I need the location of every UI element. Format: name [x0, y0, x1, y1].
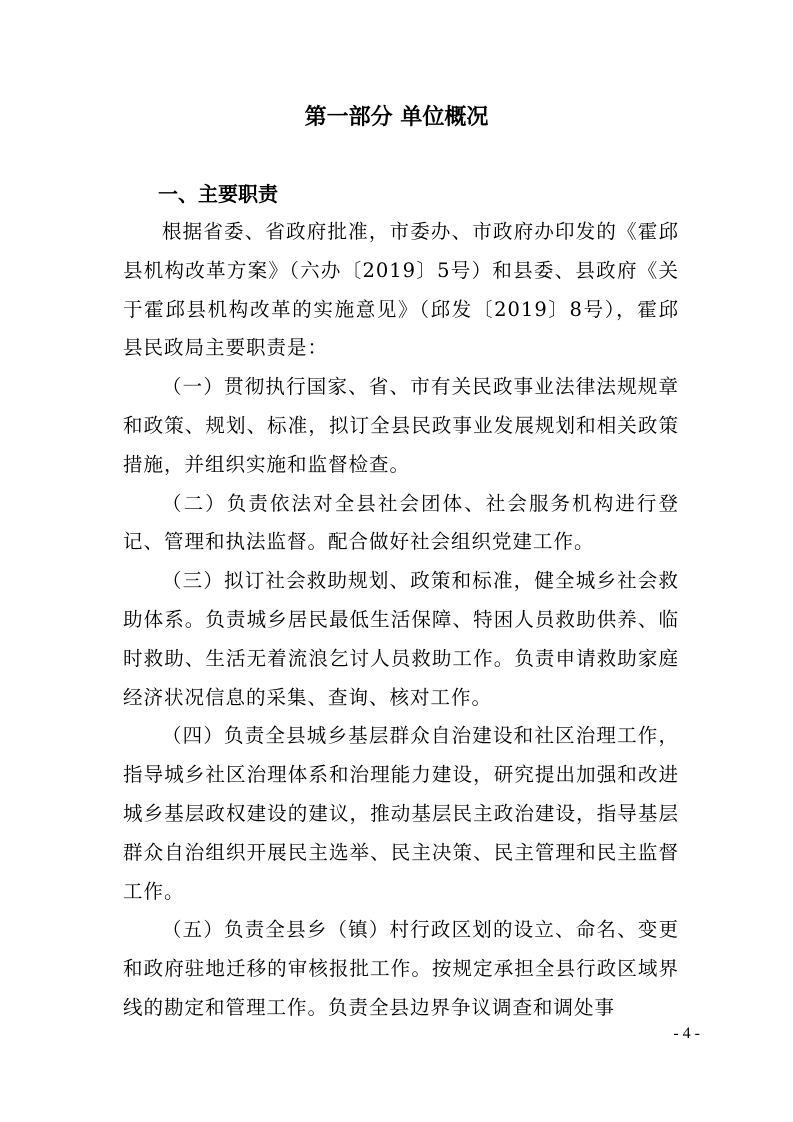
- intro-paragraph: 根据省委、省政府批准，市委办、市政府办印发的《霍邱县机构改革方案》（六办〔2019〕5号）和县委、县政府《关于霍邱县机构改革的实施意见》（邱发〔2019〕8号），霍邱县民政局主要职责是：: [123, 220, 679, 360]
- section-heading: 一、主要职责: [158, 182, 278, 206]
- page-number: - 4 -: [673, 1025, 700, 1042]
- page-title: 第一部分 单位概况: [304, 105, 489, 130]
- duty-item-4: （四）负责全县城乡基层群众自治建设和社区治理工作，指导城乡社区治理体系和治理能力建设，研究提出加强和改进城乡基层政权建设的建议，推动基层民主政治建设，指导基层群众自治组织开展民主选举、民主决策、民主管理和民主监督工作。: [123, 724, 679, 903]
- duty-item-2: （二）负责依法对全县社会团体、社会服务机构进行登记、管理和执法监督。配合做好社会组织党建工作。: [123, 491, 679, 554]
- body-text: [123, 213, 679, 1028]
- duty-item-5: （五）负责全县乡（镇）村行政区划的设立、命名、变更和政府驻地迁移的审核报批工作。按规定承担全县行政区域界线的勘定和管理工作。负责全县边界争议调查和调处事: [123, 918, 679, 1019]
- duty-item-3: （三）拟订社会救助规划、政策和标准，健全城乡社会救助体系。负责城乡居民最低生活保障、特困人员救助供养、临时救助、生活无着流浪乞讨人员救助工作。负责申请救助家庭经济状况信息的采集、查询、核对工作。: [123, 569, 679, 709]
- duty-item-1: （一）贯彻执行国家、省、市有关民政事业法律法规规章和政策、规划、标准，拟订全县民政事业发展规划和相关政策措施，并组织实施和监督检查。: [123, 375, 679, 476]
